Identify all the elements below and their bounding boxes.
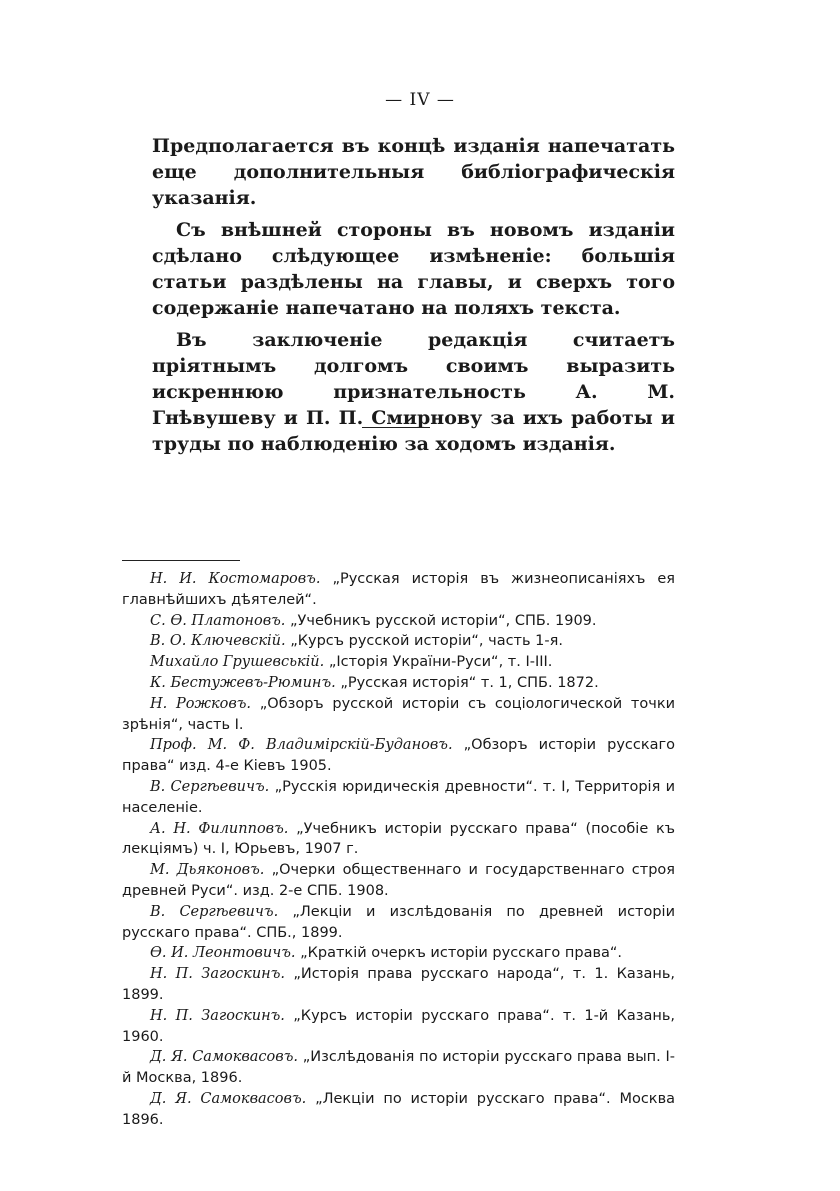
entry-title: „Обзоръ русской исторіи съ соціологической точки зрѣнія“, часть I. (122, 695, 675, 733)
entry-title: „Курсъ русской исторіи“, часть 1-я. (290, 633, 563, 650)
preface-text (152, 133, 675, 463)
bibliography-entry (122, 652, 675, 673)
bibliography-entry (122, 819, 675, 861)
bibliography-entry (122, 735, 675, 777)
entry-title: „Исторія права русскаго народа“, т. 1. Казань, 1899. (122, 966, 676, 1003)
entry-author: В. Сергѣевичъ. (150, 903, 279, 920)
entry-author: В. Сергѣевичъ. (150, 778, 270, 795)
entry-author: Н. И. Костомаровъ. (150, 571, 321, 587)
bibliography-entry (122, 1006, 675, 1048)
entry-title: „Очерки общественнаго и государственнаго строя древней Руси“. изд. 2-е СПБ. 1908. (122, 862, 676, 899)
bibliography-entry (122, 902, 675, 944)
entry-title: „Лекціи и изслѣдованія по древней исторіи русскаго права“. СПБ., 1899. (122, 903, 676, 941)
paragraph: Предполагается въ концѣ изданія напечатать еще дополнительныя библіографическія указанія. (152, 135, 675, 209)
entry-author: Н. П. Загоскинъ. (150, 1007, 285, 1024)
bibliography-entry (122, 569, 675, 611)
bibliography-entry (122, 694, 675, 736)
entry-author: Д. Я. Самоквасовъ. (150, 1049, 299, 1066)
entry-title: „Изслѣдованія по исторіи русскаго права вып. I-й Москва, 1896. (122, 1049, 676, 1087)
bibliography-entry (122, 943, 675, 964)
entry-author: Проф. М. Ф. Владимірскій-Будановъ. (150, 737, 453, 754)
entry-title: „Курсъ исторіи русскаго права“. т. 1-й Казань, 1960. (122, 1007, 676, 1045)
entry-author: Д. Я. Самоквасовъ. (150, 1090, 307, 1107)
bibliography-entry (122, 777, 675, 819)
entry-author: Ѳ. И. Леонтовичъ. (150, 945, 296, 962)
bibliography-entry (122, 631, 675, 652)
bibliography-entry (122, 860, 675, 902)
bibliography-entry (122, 611, 675, 632)
paragraph: Въ заключеніе редакція считаетъ пріятнымъ долгомъ своимъ выразить искреннюю признательность А. М. Гнѣвушеву и П. П. Смирнову за ихъ работы и труды по наблюденію за ходомъ изданія. (152, 329, 675, 455)
footnote-divider (122, 560, 240, 561)
entry-author: М. Дьяконовъ. (150, 862, 265, 879)
entry-author: Михайло Грушевській. (150, 654, 325, 671)
entry-author: К. Бестужевъ-Рюминъ. (150, 674, 336, 691)
bibliography-entry (122, 673, 675, 694)
entry-author: Н. Рожковъ. (150, 695, 252, 712)
entry-title: „Краткій очеркъ исторіи русскаго права“. (300, 945, 623, 962)
entry-title: „Обзоръ исторіи русскаго права“ изд. 4-е Кіевъ 1905. (122, 737, 675, 775)
entry-title: „Русскія юридическія древности“. т. I, Территорія и населеніе. (122, 778, 676, 816)
entry-title: „Учебникъ русской исторіи“, СПБ. 1909. (290, 612, 597, 629)
entry-author: Н. П. Загоскинъ. (150, 966, 285, 983)
section-divider (362, 427, 430, 428)
entry-author: А. Н. Филипповъ. (150, 820, 289, 837)
entry-title: „Учебникъ исторіи русскаго права“ (пособіе къ лекціямъ) ч. I, Юрьевъ, 1907 г. (122, 820, 675, 858)
paragraph: Съ внѣшней стороны въ новомъ изданіи сдѣлано слѣдующее измѣненіе: большія статьи раздѣлены на главы, и сверхъ того содержаніе напечатано на поляхъ текста. (152, 219, 675, 319)
page-number: — IV — (385, 90, 455, 110)
entry-author: С. Ѳ. Платоновъ. (150, 612, 286, 629)
bibliography-entry (122, 1089, 675, 1131)
entry-author: В. О. Ключевскій. (150, 633, 286, 650)
bibliography-entry (122, 964, 675, 1006)
entry-title: „Русская исторія“ т. 1, СПБ. 1872. (340, 674, 599, 691)
bibliography-entry (122, 1047, 675, 1089)
bibliography-list (122, 569, 675, 1131)
entry-title: „Історія України-Руси“, т. I-III. (328, 654, 553, 671)
entry-title: „Русская исторія въ жизнеописаніяхъ ея главнѣйшихъ дѣятелей“. (122, 571, 675, 608)
entry-title: „Лекціи по исторіи русскаго права“. Москва 1896. (122, 1090, 675, 1128)
